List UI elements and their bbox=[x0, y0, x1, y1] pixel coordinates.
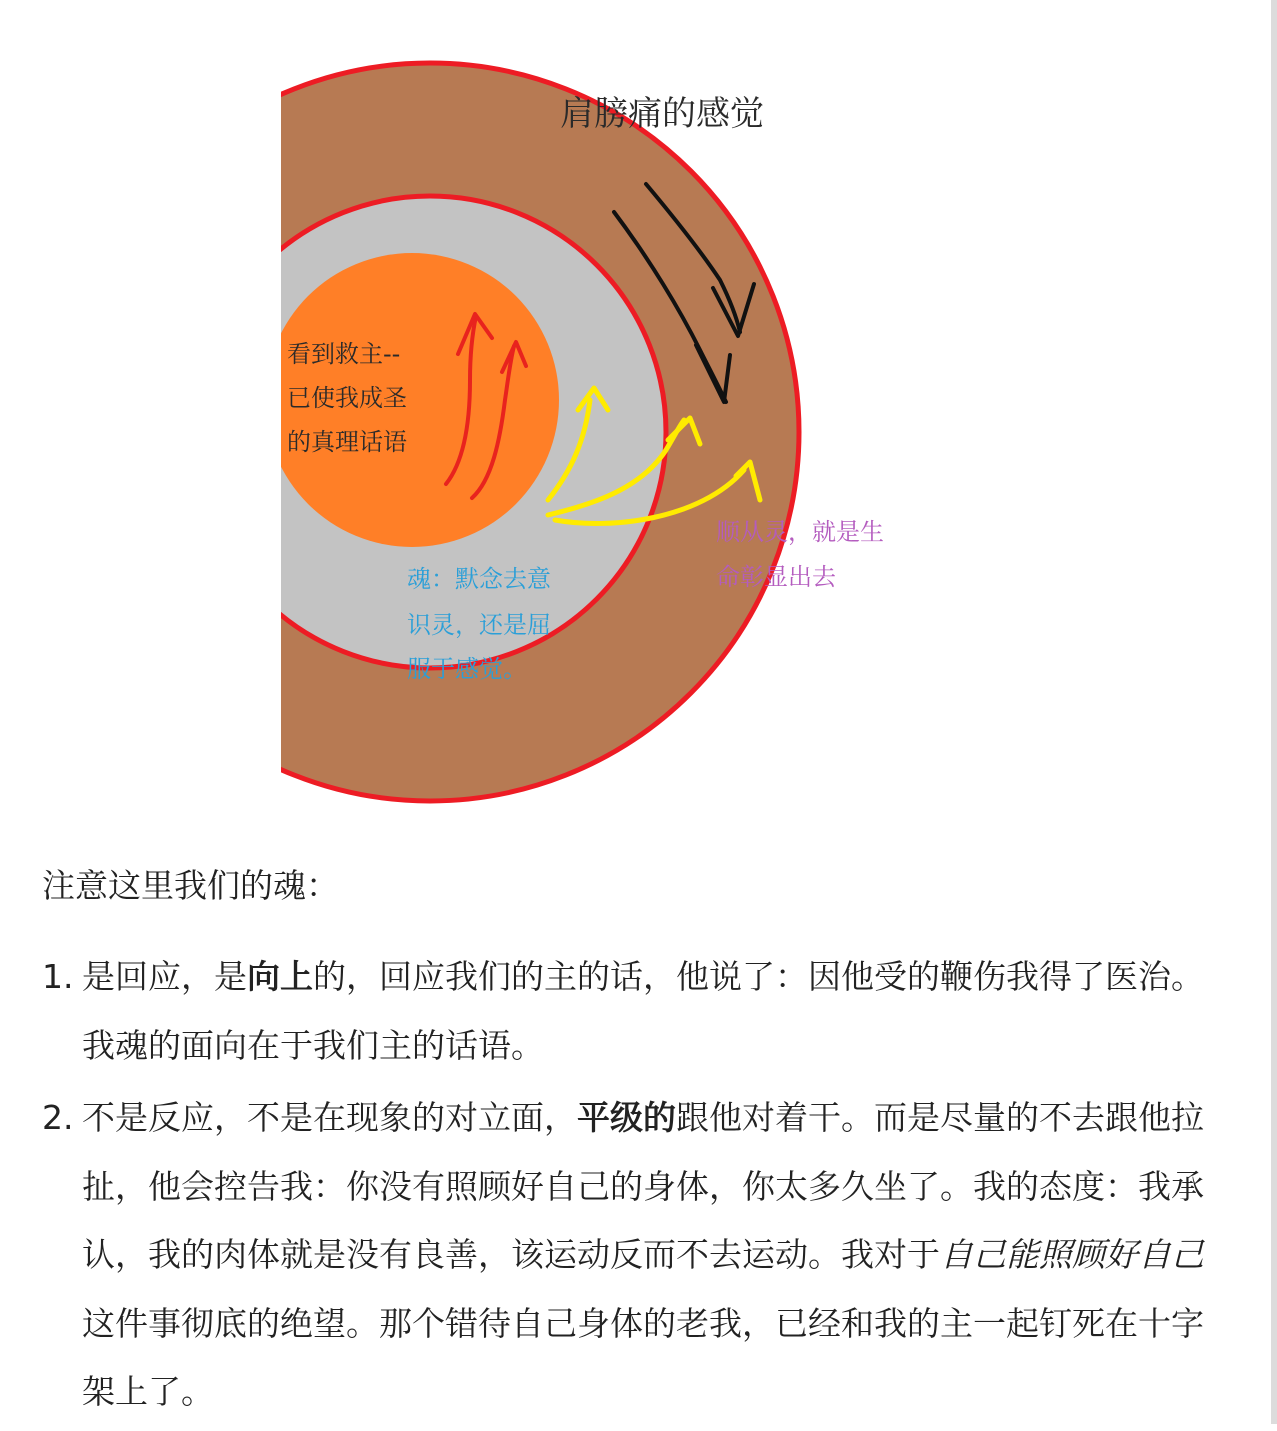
soul-label-line: 服于感觉。 bbox=[407, 655, 527, 683]
core-label-line: 已使我成圣 bbox=[287, 384, 407, 412]
list-number: 2. bbox=[42, 1098, 74, 1137]
point-emphasis: 向上 bbox=[247, 957, 313, 996]
core-label bbox=[287, 340, 407, 456]
core-label-line: 的真理话语 bbox=[287, 428, 407, 456]
core-label-line: 看到救主-- bbox=[287, 340, 401, 368]
intro-text: 注意这里我们的魂： bbox=[42, 866, 339, 905]
list-item bbox=[42, 1084, 1232, 1427]
list-number: 1. bbox=[42, 957, 74, 996]
point-text: 跟他对着干。而是尽量的不去跟他拉扯，他会控告我：你没有照顾好自己的身体，你太多久坐了。我的态度：我承认，我的肉体就是没有良善，该运动反而不去运动。我对于 bbox=[82, 1098, 1204, 1274]
scrollbar[interactable] bbox=[1271, 0, 1277, 1424]
point-text: 不是反应，不是在现象的对立面， bbox=[82, 1098, 577, 1137]
point-text: 的，回应我们的主的话，他说了：因他受的鞭伤我得了医治。我魂的面向在于我们主的话语。 bbox=[82, 957, 1204, 1065]
scrollbar-thumb[interactable] bbox=[1271, 0, 1277, 1424]
outer-ring-label: 肩膀痛的感觉 bbox=[560, 94, 764, 134]
soul-label-line: 识灵，还是屈 bbox=[407, 611, 551, 639]
list-item bbox=[42, 943, 1232, 1080]
point-text: 是回应，是 bbox=[82, 957, 247, 996]
soul-label-line: 魂：默念去意 bbox=[407, 565, 551, 593]
point-emphasis: 平级的 bbox=[577, 1098, 676, 1137]
obey-label-line: 顺从灵，就是生 bbox=[716, 518, 884, 546]
point-text: 这件事彻底的绝望。那个错待自己身体的老我，已经和我的主一起钉死在十字架上了。 bbox=[82, 1303, 1204, 1411]
obey-label-line: 命彰显出去 bbox=[716, 563, 836, 591]
point-italic: 自己能照顾好自己 bbox=[940, 1235, 1204, 1274]
point-list bbox=[42, 943, 1232, 1431]
